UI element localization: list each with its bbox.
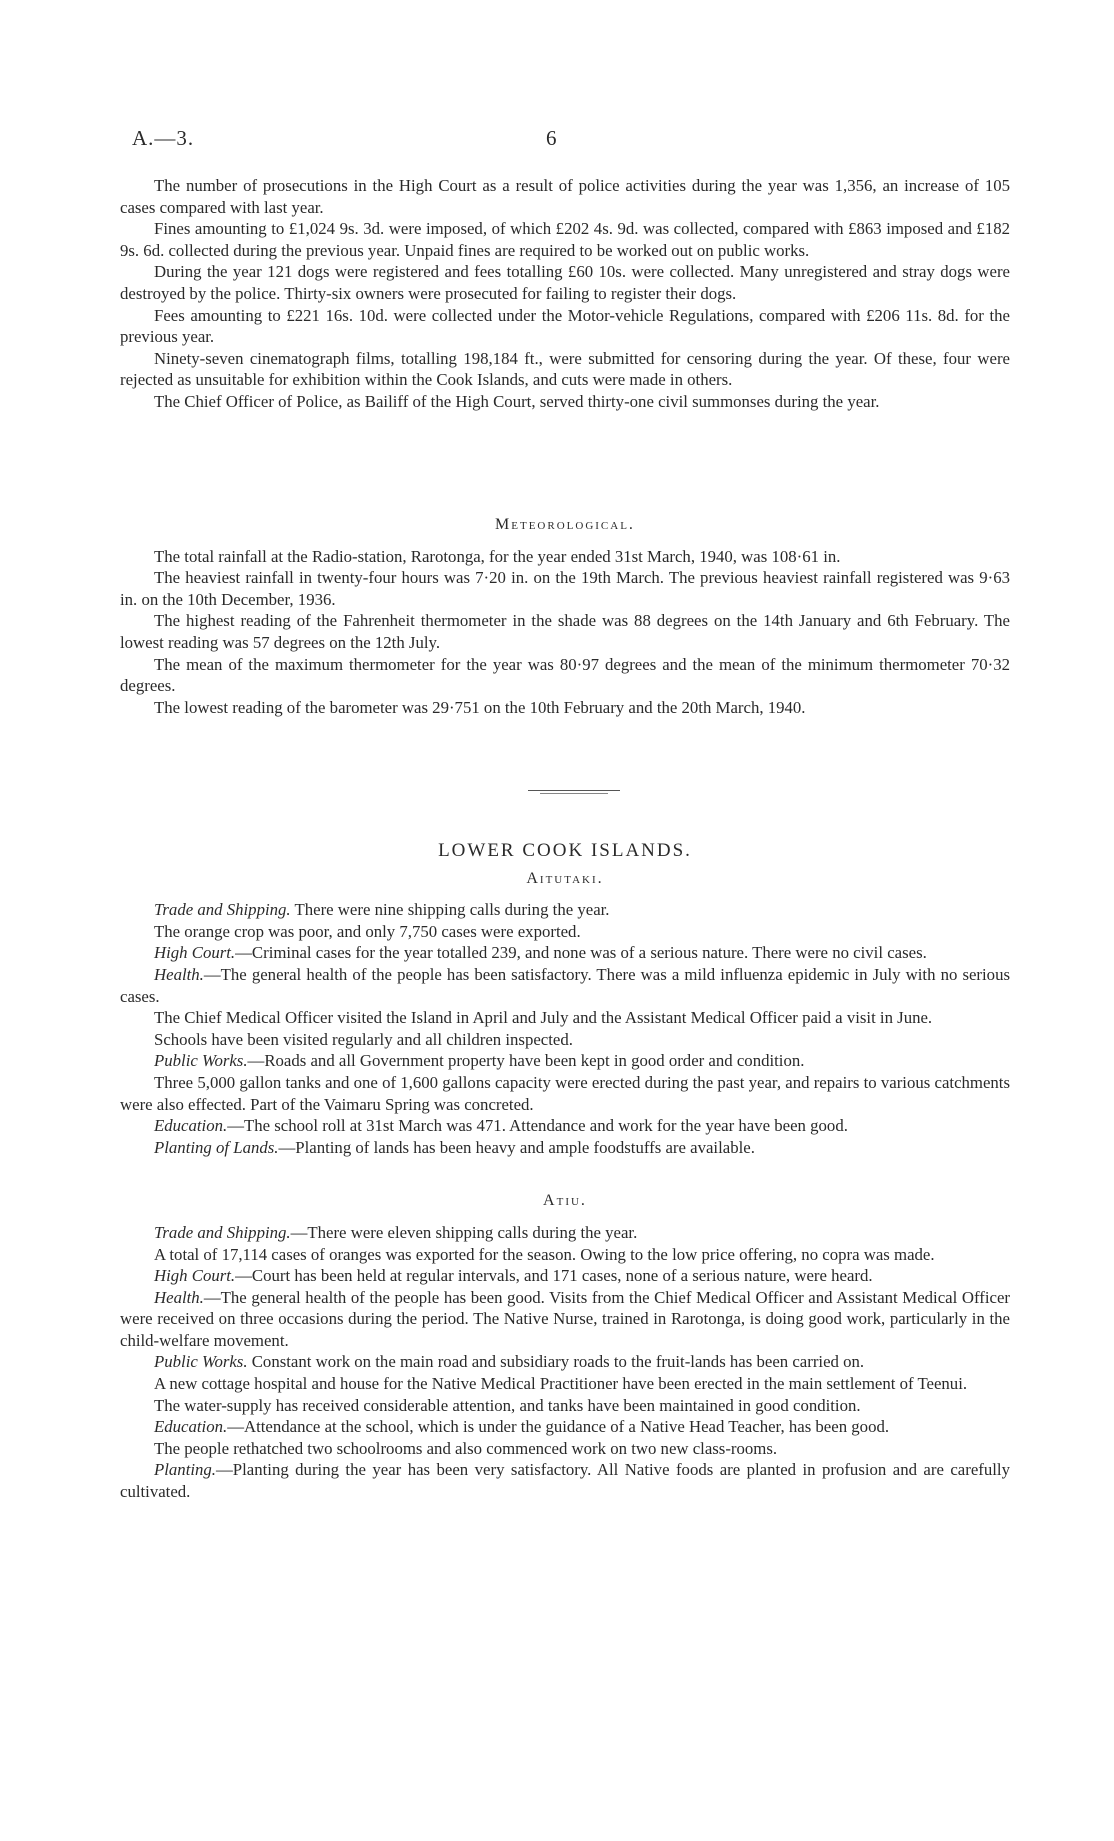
paragraph: [120, 1072, 1010, 1115]
atiu-paragraphs: [120, 1222, 1010, 1503]
paragraph: The highest reading of the Fahrenheit thermometer in the shade was 88 degrees on the 14th January and 6th February. The lowest reading was 57 degrees on the 12th July.: [120, 611, 1010, 652]
paragraph-text: The Chief Medical Officer visited the Island in April and July and the Assistant Medical Officer paid a visit in June.: [154, 1008, 933, 1028]
paragraph: [120, 899, 1010, 921]
paragraph-lead: High Court.: [154, 1266, 236, 1286]
report-reference: A.—3.: [132, 126, 195, 150]
paragraph-text: —Court has been held at regular intervals, and 171 cases, none of a serious nature, were heard.: [235, 1266, 873, 1286]
paragraph: The lowest reading of the barometer was 29·751 on the 10th February and the 20th March, 1940.: [154, 697, 806, 717]
paragraph: During the year 121 dogs were registered and fees totalling £60 10s. were collected. Many unregistered and stray dogs were destroyed by the police. Thirty-six owners were prosecuted for failing to register their dogs.: [120, 262, 1010, 303]
paragraph-text: The water-supply has received considerable attention, and tanks have been maintained in good condition.: [154, 1395, 861, 1415]
paragraph-text: —There were eleven shipping calls during the year.: [290, 1222, 638, 1242]
paragraph-lead: Health.: [154, 1287, 204, 1307]
section-divider: [528, 790, 620, 791]
paragraph-lead: Education.: [154, 1116, 228, 1136]
police-section: [120, 175, 1010, 413]
paragraph: Fines amounting to £1,024 9s. 3d. were imposed, of which £202 4s. 9d. was collected, compared with £863 imposed and £182 9s. 6d. collected during the previous year. Unpaid fines are required to be worked out on public works.: [120, 219, 1010, 260]
paragraph: [120, 1373, 1010, 1395]
section-title-lower-cook-islands: LOWER COOK ISLANDS.: [438, 840, 692, 861]
section-heading-meteorological: Meteorological.: [495, 516, 635, 533]
paragraph-lead: Public Works.: [154, 1051, 248, 1071]
paragraph-text: —Roads and all Government property have been kept in good order and condition.: [247, 1051, 805, 1071]
paragraph: Fees amounting to £221 16s. 10d. were collected under the Motor-vehicle Regulations, compared with £206 11s. 8d. for the previous year.: [120, 305, 1010, 347]
paragraph-lead: Health.: [154, 964, 204, 984]
paragraph: [120, 921, 1010, 943]
paragraph-text: Schools have been visited regularly and all children inspected.: [154, 1029, 573, 1049]
paragraph-text: A total of 17,114 cases of oranges was exported for the season. Owing to the low price offering, no copra was made.: [154, 1244, 935, 1264]
aitutaki-paragraphs: [120, 899, 1010, 1158]
paragraph: [120, 942, 1010, 964]
paragraph: [120, 964, 1010, 1007]
paragraph-lead: Education.: [154, 1417, 228, 1437]
paragraph-lead: Trade and Shipping.: [154, 900, 291, 920]
paragraph: [120, 1137, 1010, 1159]
paragraph-lead: High Court.: [154, 943, 236, 963]
paragraph: [120, 1438, 1010, 1460]
section-heading-atiu: Atiu.: [543, 1192, 587, 1210]
paragraph: [120, 1244, 1010, 1266]
paragraph-text: —The school roll at 31st March was 471. Attendance and work for the year have been good.: [227, 1116, 848, 1136]
paragraph: [120, 1222, 1010, 1244]
paragraph: [120, 1287, 1010, 1352]
paragraph: [120, 1395, 1010, 1417]
paragraph: [120, 1416, 1010, 1438]
paragraph-text: The people rethatched two schoolrooms and also commenced work on two new class-rooms.: [154, 1438, 778, 1458]
paragraph-lead: Planting.: [154, 1460, 216, 1480]
paragraph: The heaviest rainfall in twenty-four hours was 7·20 in. on the 19th March. The previous heaviest rainfall registered was 9·63 in. on the 10th December, 1936.: [120, 568, 1010, 609]
paragraph-text: —The general health of the people has been satisfactory. There was a mild influenza epidemic in July with no serious cases.: [120, 964, 1010, 1006]
lower-cook-section: [120, 840, 1010, 1503]
paragraph-text: Constant work on the main road and subsidiary roads to the fruit-lands has been carried on.: [247, 1352, 865, 1372]
paragraph-lead: Trade and Shipping.: [154, 1222, 291, 1242]
paragraph-text: —Planting during the year has been very satisfactory. All Native foods are planted in profusion and are carefully cultivated.: [120, 1460, 1010, 1502]
page-number: 6: [546, 126, 557, 150]
paragraph: [120, 1029, 1010, 1051]
paragraph-text: There were nine shipping calls during the year.: [290, 900, 610, 920]
paragraph: The total rainfall at the Radio-station, Rarotonga, for the year ended 31st March, 1940, was 108·61 in.: [154, 546, 841, 566]
section-heading-aitutaki: Aitutaki.: [526, 869, 604, 887]
paragraph: [120, 1050, 1010, 1072]
paragraph: [120, 1007, 1010, 1029]
paragraph: The number of prosecutions in the High Court as a result of police activities during the year was 1,356, an increase of 105 cases compared with last year.: [120, 176, 1010, 217]
section-divider-short: [540, 793, 608, 794]
paragraph-text: —Attendance at the school, which is under the guidance of a Native Head Teacher, has been good.: [227, 1417, 890, 1437]
paragraph-text: —The general health of the people has been good. Visits from the Chief Medical Officer and Assistant Medical Officer were received on three occasions during the period. The Native Nurse, trained in Rarotonga, is doing good work, particularly in the child-welfare movement.: [120, 1287, 1010, 1350]
paragraph: [120, 1351, 1010, 1373]
paragraph: The mean of the maximum thermometer for the year was 80·97 degrees and the mean of the minimum thermometer 70·32 degrees.: [120, 654, 1010, 696]
paragraph: Ninety-seven cinematograph films, totalling 198,184 ft., were submitted for censoring during the year. Of these, four were rejected as unsuitable for exhibition within the Cook Islands, and cuts were made in others.: [120, 348, 1010, 390]
paragraph: The Chief Officer of Police, as Bailiff of the High Court, served thirty-one civil summonses during the year.: [154, 391, 880, 411]
paragraph: [120, 1115, 1010, 1137]
paragraph-text: —Criminal cases for the year totalled 239, and none was of a serious nature. There were no civil cases.: [235, 943, 927, 963]
paragraph-lead: Planting of Lands.: [154, 1137, 279, 1157]
paragraph-text: A new cottage hospital and house for the Native Medical Practitioner have been erected in the main settlement of Teenui.: [154, 1374, 968, 1394]
paragraph-lead: Public Works.: [154, 1352, 248, 1372]
paragraph-text: Three 5,000 gallon tanks and one of 1,600 gallons capacity were erected during the past year, and repairs to various catchments were also effected. Part of the Vaimaru Spring was concreted.: [120, 1072, 1010, 1114]
paragraph: [120, 1265, 1010, 1287]
paragraph-text: The orange crop was poor, and only 7,750 cases were exported.: [154, 921, 581, 941]
paragraph: [120, 1459, 1010, 1502]
paragraph-text: —Planting of lands has been heavy and ample foodstuffs are available.: [278, 1137, 755, 1157]
meteorological-section: [120, 514, 1010, 718]
